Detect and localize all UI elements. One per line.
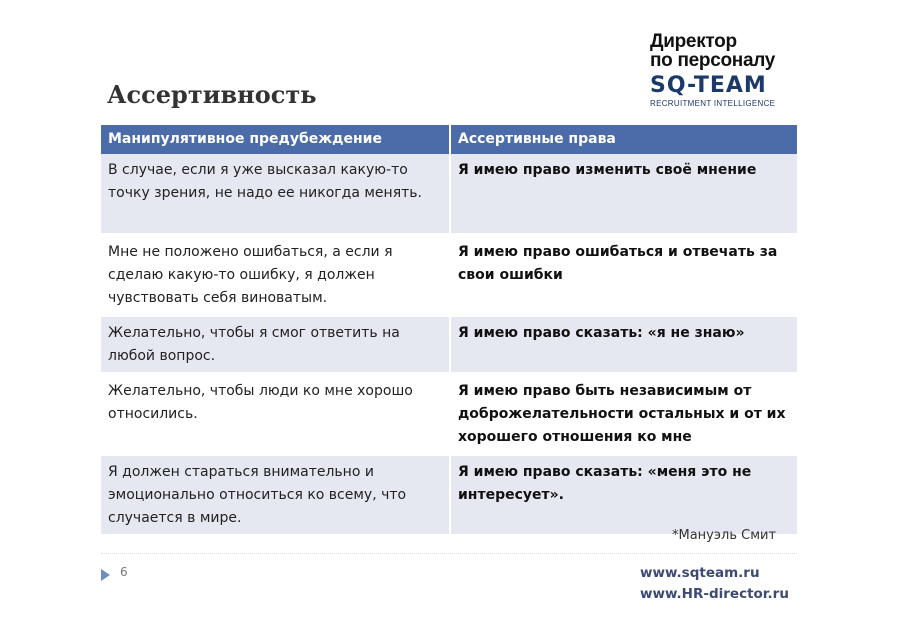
company-logo — [650, 32, 800, 108]
table-row — [101, 236, 797, 317]
triangle-bullet-icon — [101, 569, 110, 581]
assertive-rights-table — [101, 125, 797, 537]
website-link-hr-director[interactable]: www.HR-director.ru — [640, 586, 789, 602]
logo-tagline: RECRUITMENT INTELLIGENCE — [650, 99, 776, 108]
page-number: 6 — [120, 565, 128, 579]
table-row — [101, 317, 797, 375]
right-cell: Я имею право быть независимым от доброжелательности остальных и от их хорошего отношения ко мне — [451, 375, 797, 456]
table-row — [101, 456, 797, 537]
prejudice-cell: Желательно, чтобы я смог ответить на любой вопрос. — [101, 317, 451, 375]
column-header-prejudice: Манипулятивное предубеждение — [101, 125, 451, 154]
source-footnote: *Мануэль Смит — [672, 528, 777, 543]
footer-divider — [101, 553, 797, 554]
prejudice-cell: Я должен стараться внимательно и эмоционально относиться ко всему, что случается в мире. — [101, 456, 451, 537]
slide-title: Ассертивность — [107, 80, 317, 109]
right-cell: Я имею право изменить своё мнение — [451, 154, 797, 236]
website-link-sqteam[interactable]: www.sqteam.ru — [640, 565, 760, 581]
table-row — [101, 375, 797, 456]
column-header-rights: Ассертивные права — [451, 125, 797, 154]
right-cell: Я имею право сказать: «меня это не интересует». — [451, 456, 797, 537]
table-header-row — [101, 125, 797, 154]
logo-line-2: по персоналу — [650, 50, 776, 71]
footer-links — [640, 563, 789, 605]
logo-line-1: Директор — [650, 31, 737, 52]
table-row — [101, 154, 797, 236]
right-cell: Я имею право ошибаться и отвечать за свои ошибки — [451, 236, 797, 317]
prejudice-cell: Мне не положено ошибаться, а если я сделаю какую-то ошибку, я должен чувствовать себя виноватым. — [101, 236, 451, 317]
logo-brand: SQ-TEAM — [650, 73, 767, 98]
prejudice-cell: В случае, если я уже высказал какую-то точку зрения, не надо ее никогда менять. — [101, 154, 451, 236]
right-cell: Я имею право сказать: «я не знаю» — [451, 317, 797, 375]
prejudice-cell: Желательно, чтобы люди ко мне хорошо относились. — [101, 375, 451, 456]
